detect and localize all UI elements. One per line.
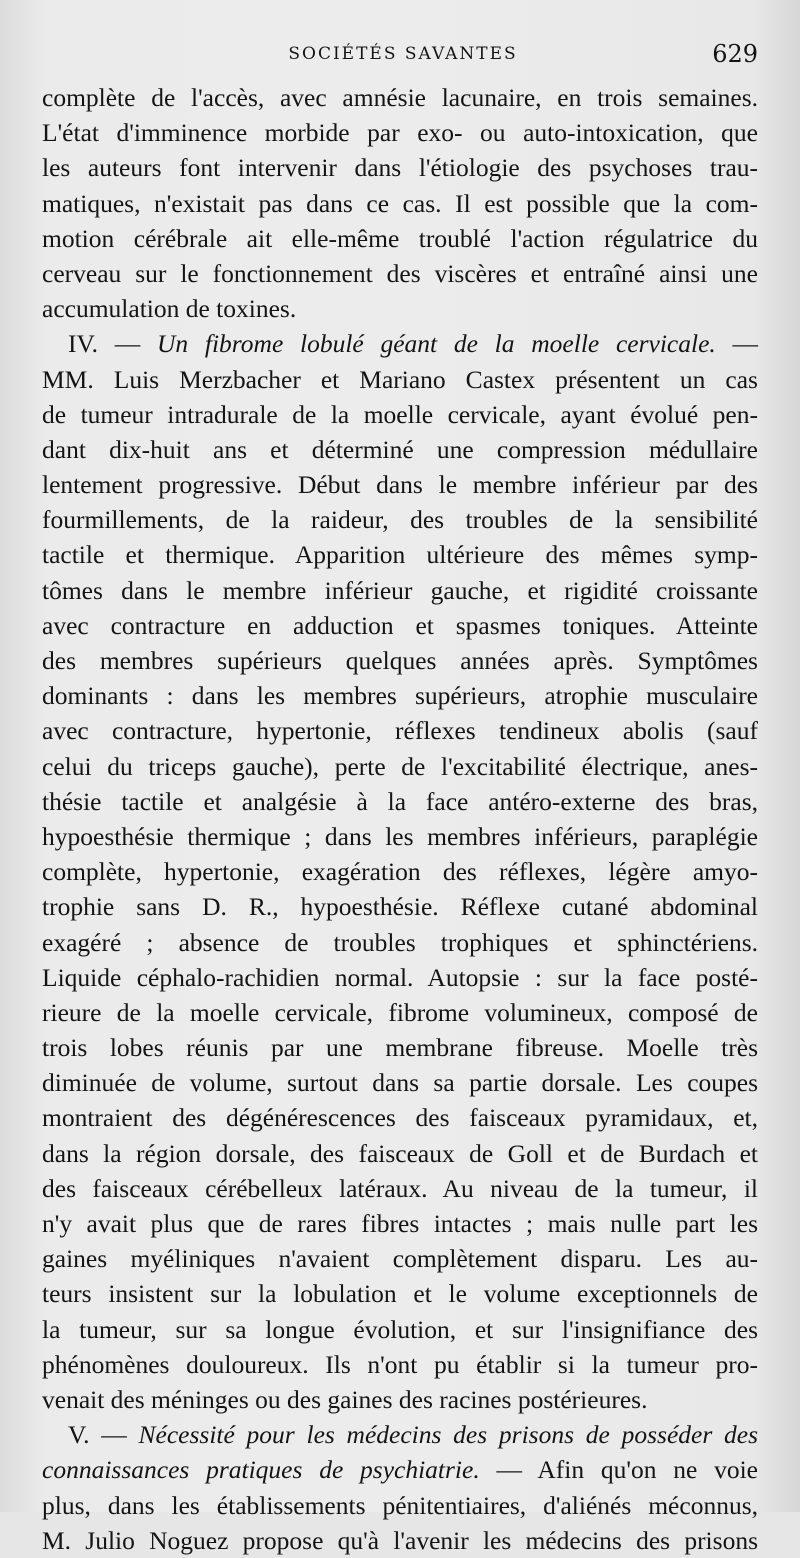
text-line: motion cérébrale ait elle-même troublé l'action régulatrice du (42, 223, 758, 253)
section-number: V. — (68, 1420, 139, 1450)
text-line: dominants : dans les membres supérieurs, atrophie musculaire (42, 681, 758, 711)
text-line: montraient des dégénérescences des faisceaux pyramidaux, et, (42, 1103, 758, 1133)
section-number: IV. — (68, 329, 157, 359)
text-line: trois lobes réunis par une membrane fibreuse. Moelle très (42, 1033, 758, 1063)
text-line: accumulation de toxines. (42, 294, 297, 324)
page-number: 629 (712, 40, 758, 68)
text-line: M. Julio Noguez propose qu'à l'avenir les médecins des prisons (42, 1525, 758, 1555)
text-line: teurs insistent sur la lobulation et le volume exceptionnels de (42, 1279, 758, 1309)
text-line: trophie sans D. R., hypoesthésie. Réflexe cutané abdominal (42, 892, 758, 922)
text-line: dans la région dorsale, des faisceaux de Goll et de Burdach et (42, 1138, 758, 1168)
text-line: avec contracture en adduction et spasmes toniques. Atteinte (42, 610, 758, 640)
text-line: Liquide céphalo-rachidien normal. Autopsie : sur la face posté- (42, 962, 758, 992)
section-title: Un fibrome lobulé géant de la moelle cervicale. (156, 329, 716, 359)
text-line: les auteurs font intervenir dans l'étiologie des psychoses trau- (42, 153, 758, 183)
text-line: hypoesthésie thermique ; dans les membres inférieurs, paraplégie (42, 821, 758, 851)
text-line: diminuée de volume, surtout dans sa partie dorsale. Les coupes (42, 1068, 758, 1098)
text-line: n'y avait plus que de rares fibres intactes ; mais nulle part les (42, 1209, 758, 1238)
text-run: — Afin qu'on ne voie (479, 1455, 758, 1485)
text-line: complète de l'accès, avec amnésie lacunaire, en trois semaines. (42, 83, 758, 112)
text-line: MM. Luis Merzbacher et Mariano Castex présentent un cas (42, 364, 758, 394)
running-head: SOCIÉTÉS SAVANTES (288, 44, 518, 64)
text-line: lentement progressive. Début dans le membre inférieur par des (42, 470, 758, 500)
section-dash: — (715, 329, 759, 359)
section-heading-v (42, 1417, 758, 1452)
section-heading-iv (42, 326, 758, 361)
text-line: complète, hypertonie, exagération des réflexes, légère amyo- (42, 857, 758, 887)
text-line: celui du triceps gauche), perte de l'excitabilité électrique, anes- (42, 751, 758, 781)
text-line: thésie tactile et analgésie à la face antéro-externe des bras, (42, 786, 758, 816)
text-line: venait des méninges ou des gaines des racines postérieures. (42, 1384, 648, 1414)
text-line: la tumeur, sur sa longue évolution, et sur l'insignifiance des (42, 1314, 758, 1344)
text-line: de tumeur intradurale de la moelle cervicale, ayant évolué pen- (42, 399, 758, 429)
text-line: plus, dans les établissements pénitentiaires, d'aliénés méconnus, (42, 1490, 758, 1520)
text-line: des membres supérieurs quelques années après. Symptômes (42, 646, 758, 675)
text-line: exagéré ; absence de troubles trophiques et sphinctériens. (42, 927, 758, 957)
section-title: Nécessité pour les médecins des prisons de posséder des (138, 1420, 758, 1450)
text-line: phénomènes douloureux. Ils n'ont pu établir si la tumeur pro- (42, 1349, 758, 1379)
text-line: rieure de la moelle cervicale, fibrome volumineux, composé de (42, 997, 758, 1027)
text-line: matiques, n'existait pas dans ce cas. Il est possible que la com- (42, 188, 758, 218)
text-line: dant dix-huit ans et déterminé une compression médullaire (42, 434, 758, 464)
text-line: cerveau sur le fonctionnement des viscères et entraîné ainsi une (42, 258, 758, 288)
text-line: tômes dans le membre inférieur gauche, et rigidité croissante (42, 575, 758, 605)
text-line: L'état d'imminence morbide par exo- ou auto-intoxication, que (42, 118, 758, 148)
page-header (48, 40, 758, 74)
text-line: avec contracture, hypertonie, réflexes tendineux abolis (sauf (42, 716, 758, 746)
text-line: gaines myéliniques n'avaient complètement disparu. Les au- (42, 1244, 758, 1274)
text-line: fourmillements, de la raideur, des troubles de la sensibilité (42, 505, 758, 535)
body-text (42, 80, 758, 1558)
text-line: tactile et thermique. Apparition ultérieure des mêmes symp- (42, 540, 758, 570)
text-line (42, 1452, 758, 1487)
text-line: des faisceaux cérébelleux latéraux. Au niveau de la tumeur, il (42, 1173, 758, 1203)
section-title-continued: connaissances pratiques de psychiatrie. (42, 1455, 480, 1485)
